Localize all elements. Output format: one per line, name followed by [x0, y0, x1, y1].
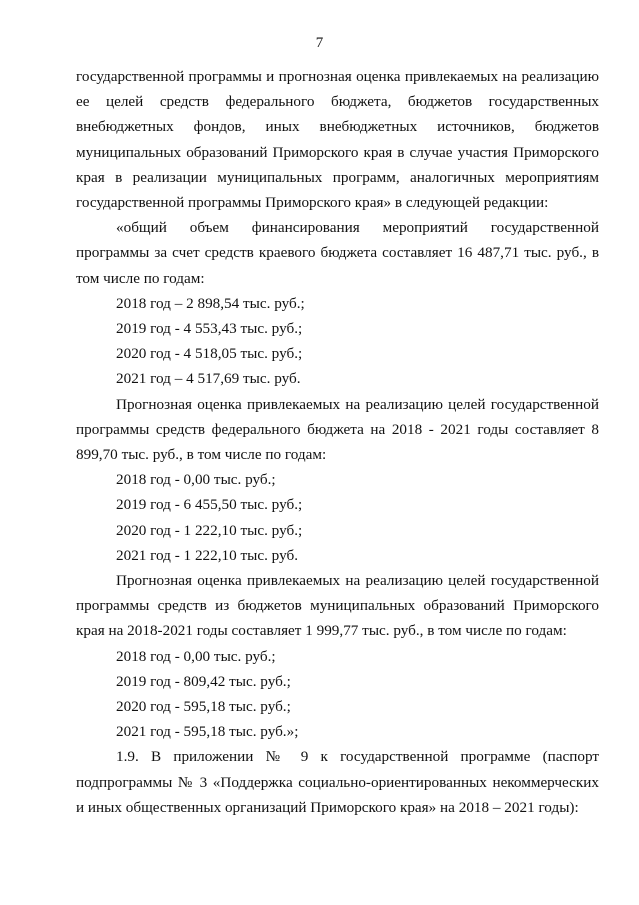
municipal-budget-years — [76, 644, 599, 745]
page-number: 7 — [315, 35, 324, 51]
list-item: 2021 год - 1 222,10 тыс. руб. — [116, 546, 298, 564]
list-item: 2019 год - 6 455,50 тыс. руб.; — [116, 496, 303, 514]
list-item: 2018 год - 0,00 тыс. руб.; — [116, 647, 276, 665]
list-item: 2018 год - 0,00 тыс. руб.; — [116, 471, 276, 489]
list-item: 2018 год – 2 898,54 тыс. руб.; — [116, 294, 305, 312]
list-item: 2020 год - 1 222,10 тыс. руб.; — [116, 521, 303, 539]
paragraph-regional-budget: «общий объем финансирования мероприятий государственной программы за счет средств краевого бюджета составляет 16 487,71 тыс. руб., в том числе по годам: — [76, 219, 599, 287]
paragraph-intro: государственной программы и прогнозная оценка привлекаемых на реализацию ее целей средств федерального бюджета, бюджетов государственных внебюджетных фондов, иных внебюджетных источников, бюджетов муниципальных образований Приморского края в случае участия Приморского края в реализации муниципальных программ, аналогичных мероприятиям государственной программы Приморского края» в следующей редакции: — [76, 68, 599, 212]
list-item: 2019 год - 809,42 тыс. руб.; — [116, 672, 291, 690]
list-item: 2021 год - 595,18 тыс. руб.»; — [116, 723, 299, 741]
list-item: 2021 год – 4 517,69 тыс. руб. — [116, 370, 301, 388]
document-body — [76, 64, 599, 820]
paragraph-federal-budget: Прогнозная оценка привлекаемых на реализацию целей государственной программы средств федерального бюджета на 2018 - 2021 годы составляет 8 899,70 тыс. руб., в том числе по годам: — [76, 395, 599, 464]
federal-budget-years — [76, 467, 599, 568]
list-item: 2020 год - 4 518,05 тыс. руб.; — [116, 345, 303, 363]
regional-budget-years — [76, 291, 599, 392]
list-item: 2019 год - 4 553,43 тыс. руб.; — [116, 320, 303, 338]
paragraph-municipal-budget: Прогнозная оценка привлекаемых на реализацию целей государственной программы средств из бюджетов муниципальных образований Приморского края на 2018-2021 годы составляет 1 999,77 тыс. руб., в том числе по годам: — [76, 572, 599, 640]
paragraph-appendix-9: 1.9. В приложении № 9 к государственной программе (паспорт подпрограммы № 3 «Поддержка социально-ориентированных некоммерческих и иных общественных организаций Приморского края» на 2018 – 2021 годы): — [76, 748, 599, 816]
list-item: 2020 год - 595,18 тыс. руб.; — [116, 698, 291, 716]
